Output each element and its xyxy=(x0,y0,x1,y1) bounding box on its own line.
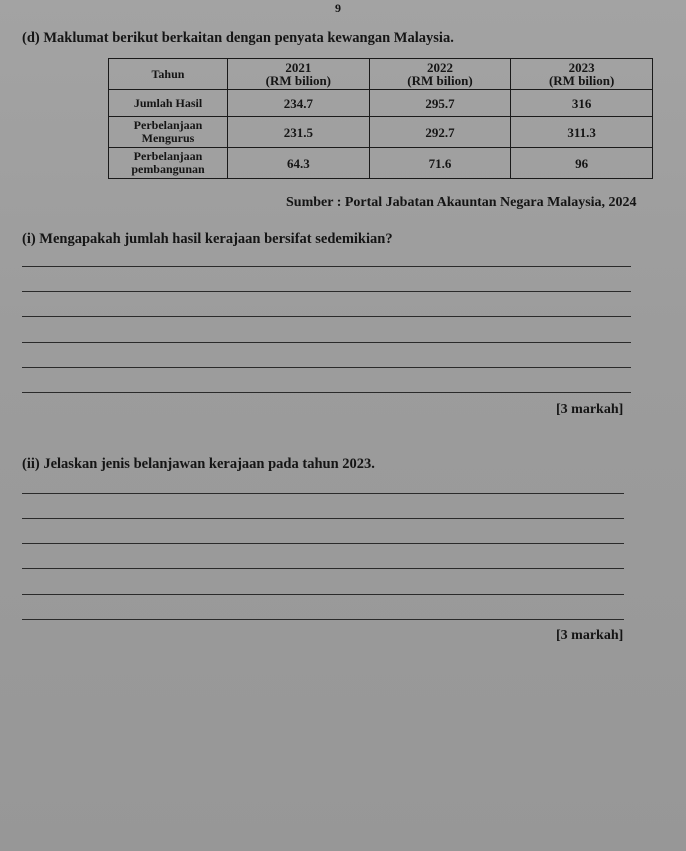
sub-question-ii: (ii) Jelaskan jenis belanjawan kerajaan pada tahun 2023. xyxy=(22,456,375,472)
financial-table xyxy=(108,58,653,179)
row-label-line2: Mengurus xyxy=(141,131,195,145)
table-header-label: Tahun xyxy=(109,59,228,90)
answer-line[interactable] xyxy=(22,518,624,519)
answer-line[interactable] xyxy=(22,619,624,620)
answer-line[interactable] xyxy=(22,367,631,368)
row-label-line1: Perbelanjaan xyxy=(133,118,203,132)
table-header-2021 xyxy=(228,59,370,90)
answer-line[interactable] xyxy=(22,493,624,494)
table-cell: 311.3 xyxy=(511,117,653,148)
answer-line[interactable] xyxy=(22,342,631,343)
table-cell: 96 xyxy=(511,148,653,179)
unit-label: (RM bilion) xyxy=(407,73,473,88)
source-note: Sumber : Portal Jabatan Akauntan Negara Malaysia, 2024 xyxy=(286,195,637,210)
year-label: 2021 xyxy=(285,60,312,75)
table-header-2023 xyxy=(511,59,653,90)
unit-label: (RM bilion) xyxy=(548,73,615,88)
answer-line[interactable] xyxy=(22,594,624,595)
table-cell: 295.7 xyxy=(369,90,511,117)
table-row-perbelanjaan-pembangunan xyxy=(109,148,653,179)
year-label: 2023 xyxy=(568,60,595,75)
table-row-perbelanjaan-mengurus xyxy=(109,117,653,148)
answer-line[interactable] xyxy=(22,316,631,317)
table-header-row xyxy=(109,59,653,90)
question-heading: (d) Maklumat berikut berkaitan dengan penyata kewangan Malaysia. xyxy=(22,30,454,46)
unit-label: (RM bilion) xyxy=(265,73,332,88)
marks-label: [3 markah] xyxy=(556,628,624,643)
answer-line[interactable] xyxy=(22,568,624,569)
table-cell: 231.5 xyxy=(228,117,370,148)
answer-line[interactable] xyxy=(22,291,631,292)
row-label: Jumlah Hasil xyxy=(109,90,228,117)
row-label xyxy=(109,148,228,179)
answer-line[interactable] xyxy=(22,543,624,544)
table-header-2022 xyxy=(369,59,511,90)
table-cell: 316 xyxy=(511,90,653,117)
row-label-line2: pembangunan xyxy=(131,162,205,176)
table-cell: 71.6 xyxy=(369,148,511,179)
sub-question-i: (i) Mengapakah jumlah hasil kerajaan bersifat sedemikian? xyxy=(22,231,393,247)
answer-line[interactable] xyxy=(22,266,631,267)
table-row-jumlah-hasil xyxy=(109,90,653,117)
answer-line[interactable] xyxy=(22,392,631,393)
row-label xyxy=(109,117,228,148)
row-label-line1: Perbelanjaan xyxy=(133,149,203,163)
table-cell: 292.7 xyxy=(369,117,511,148)
year-label: 2022 xyxy=(426,60,453,75)
table-cell: 234.7 xyxy=(228,90,370,117)
table-cell: 64.3 xyxy=(228,148,370,179)
marks-label: [3 markah] xyxy=(556,402,624,417)
page-number: 9 xyxy=(335,1,341,15)
